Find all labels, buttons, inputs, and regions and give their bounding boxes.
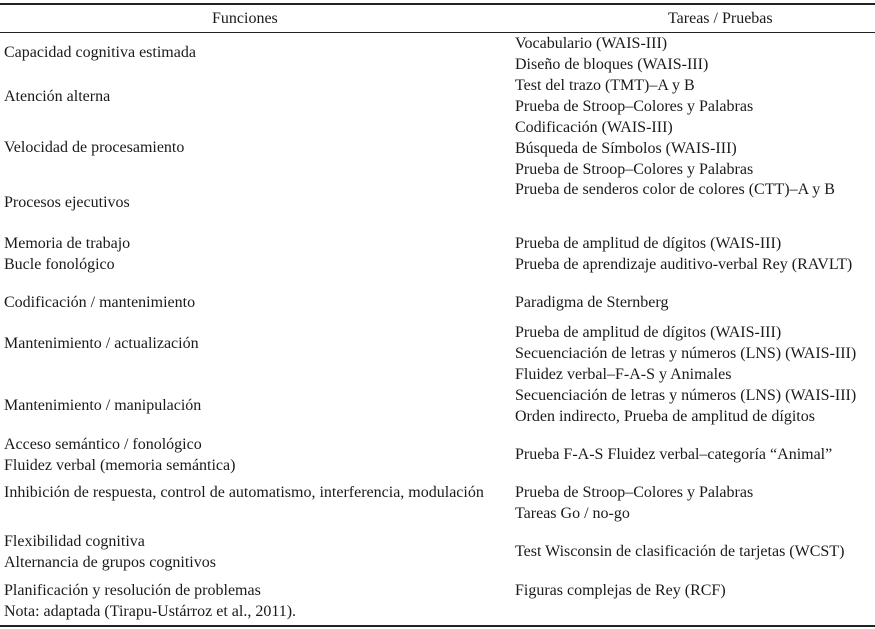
tarea-cell: Tareas Go / no-go <box>515 505 630 522</box>
funcion-cell: Capacidad cognitiva estimada <box>4 44 196 61</box>
funcion-cell: Mantenimiento / actualización <box>4 335 199 352</box>
tarea-cell: Prueba de amplitud de dígitos (WAIS-III) <box>515 235 782 252</box>
tarea-cell: Prueba de senderos color de colores (CTT)–A y B <box>515 181 835 198</box>
tarea-cell: Figuras complejas de Rey (RCF) <box>515 582 726 599</box>
funcion-cell: Fluidez verbal (memoria semántica) <box>4 457 236 474</box>
tarea-cell: Test del trazo (TMT)–A y B <box>515 77 695 94</box>
header-rule <box>0 32 875 33</box>
tarea-cell: Codificación (WAIS-III) <box>515 119 673 136</box>
funcion-cell: Bucle fonológico <box>4 256 115 273</box>
tarea-cell: Paradigma de Sternberg <box>515 294 669 311</box>
funcion-cell: Memoria de trabajo <box>4 235 131 252</box>
funcion-cell: Acceso semántico / fonológico <box>4 436 202 453</box>
tarea-cell: Vocabulario (WAIS-III) <box>515 35 668 52</box>
tarea-cell: Diseño de bloques (WAIS-III) <box>515 56 709 73</box>
tarea-cell: Prueba de Stroop–Colores y Palabras <box>515 98 754 115</box>
funcion-cell: Alternancia de grupos cognitivos <box>4 554 216 571</box>
tarea-cell: Búsqueda de Símbolos (WAIS-III) <box>515 140 737 157</box>
funcion-cell: Codificación / mantenimiento <box>4 294 196 311</box>
header-funciones: Funciones <box>212 10 278 27</box>
tarea-cell: Prueba de Stroop–Colores y Palabras <box>515 484 754 501</box>
funcion-cell: Mantenimiento / manipulación <box>4 397 202 414</box>
tarea-cell: Prueba de Stroop–Colores y Palabras <box>515 161 754 178</box>
tarea-cell: Fluidez verbal–F-A-S y Animales <box>515 366 732 383</box>
tarea-cell: Secuenciación de letras y números (LNS) (WAIS-III) <box>515 345 857 362</box>
funcion-cell: Velocidad de procesamiento <box>4 139 185 156</box>
funcion-cell: Planificación y resolución de problemas <box>4 582 261 599</box>
tarea-cell: Prueba de amplitud de dígitos (WAIS-III) <box>515 324 782 341</box>
tarea-cell: Prueba de aprendizaje auditivo-verbal Rey (RAVLT) <box>515 256 853 273</box>
table-note: Nota: adaptada (Tirapu-Ustárroz et al., 2011). <box>4 603 297 620</box>
top-rule <box>0 3 875 5</box>
funcion-cell: Atención alterna <box>4 88 111 105</box>
tarea-cell: Secuenciación de letras y números (LNS) (WAIS-III) <box>515 387 857 404</box>
funcion-cell: Procesos ejecutivos <box>4 194 130 211</box>
tarea-cell: Orden indirecto, Prueba de amplitud de dígitos <box>515 408 815 425</box>
tarea-cell: Test Wisconsin de clasificación de tarjetas (WCST) <box>515 543 845 560</box>
bottom-rule <box>0 625 875 627</box>
tarea-cell: Prueba F-A-S Fluidez verbal–categoría “Animal” <box>515 446 833 463</box>
funcion-cell: Flexibilidad cognitiva <box>4 533 145 550</box>
funcion-cell: Inhibición de respuesta, control de automatismo, interferencia, modulación <box>4 484 484 501</box>
header-tareas: Tareas / Pruebas <box>668 10 773 27</box>
